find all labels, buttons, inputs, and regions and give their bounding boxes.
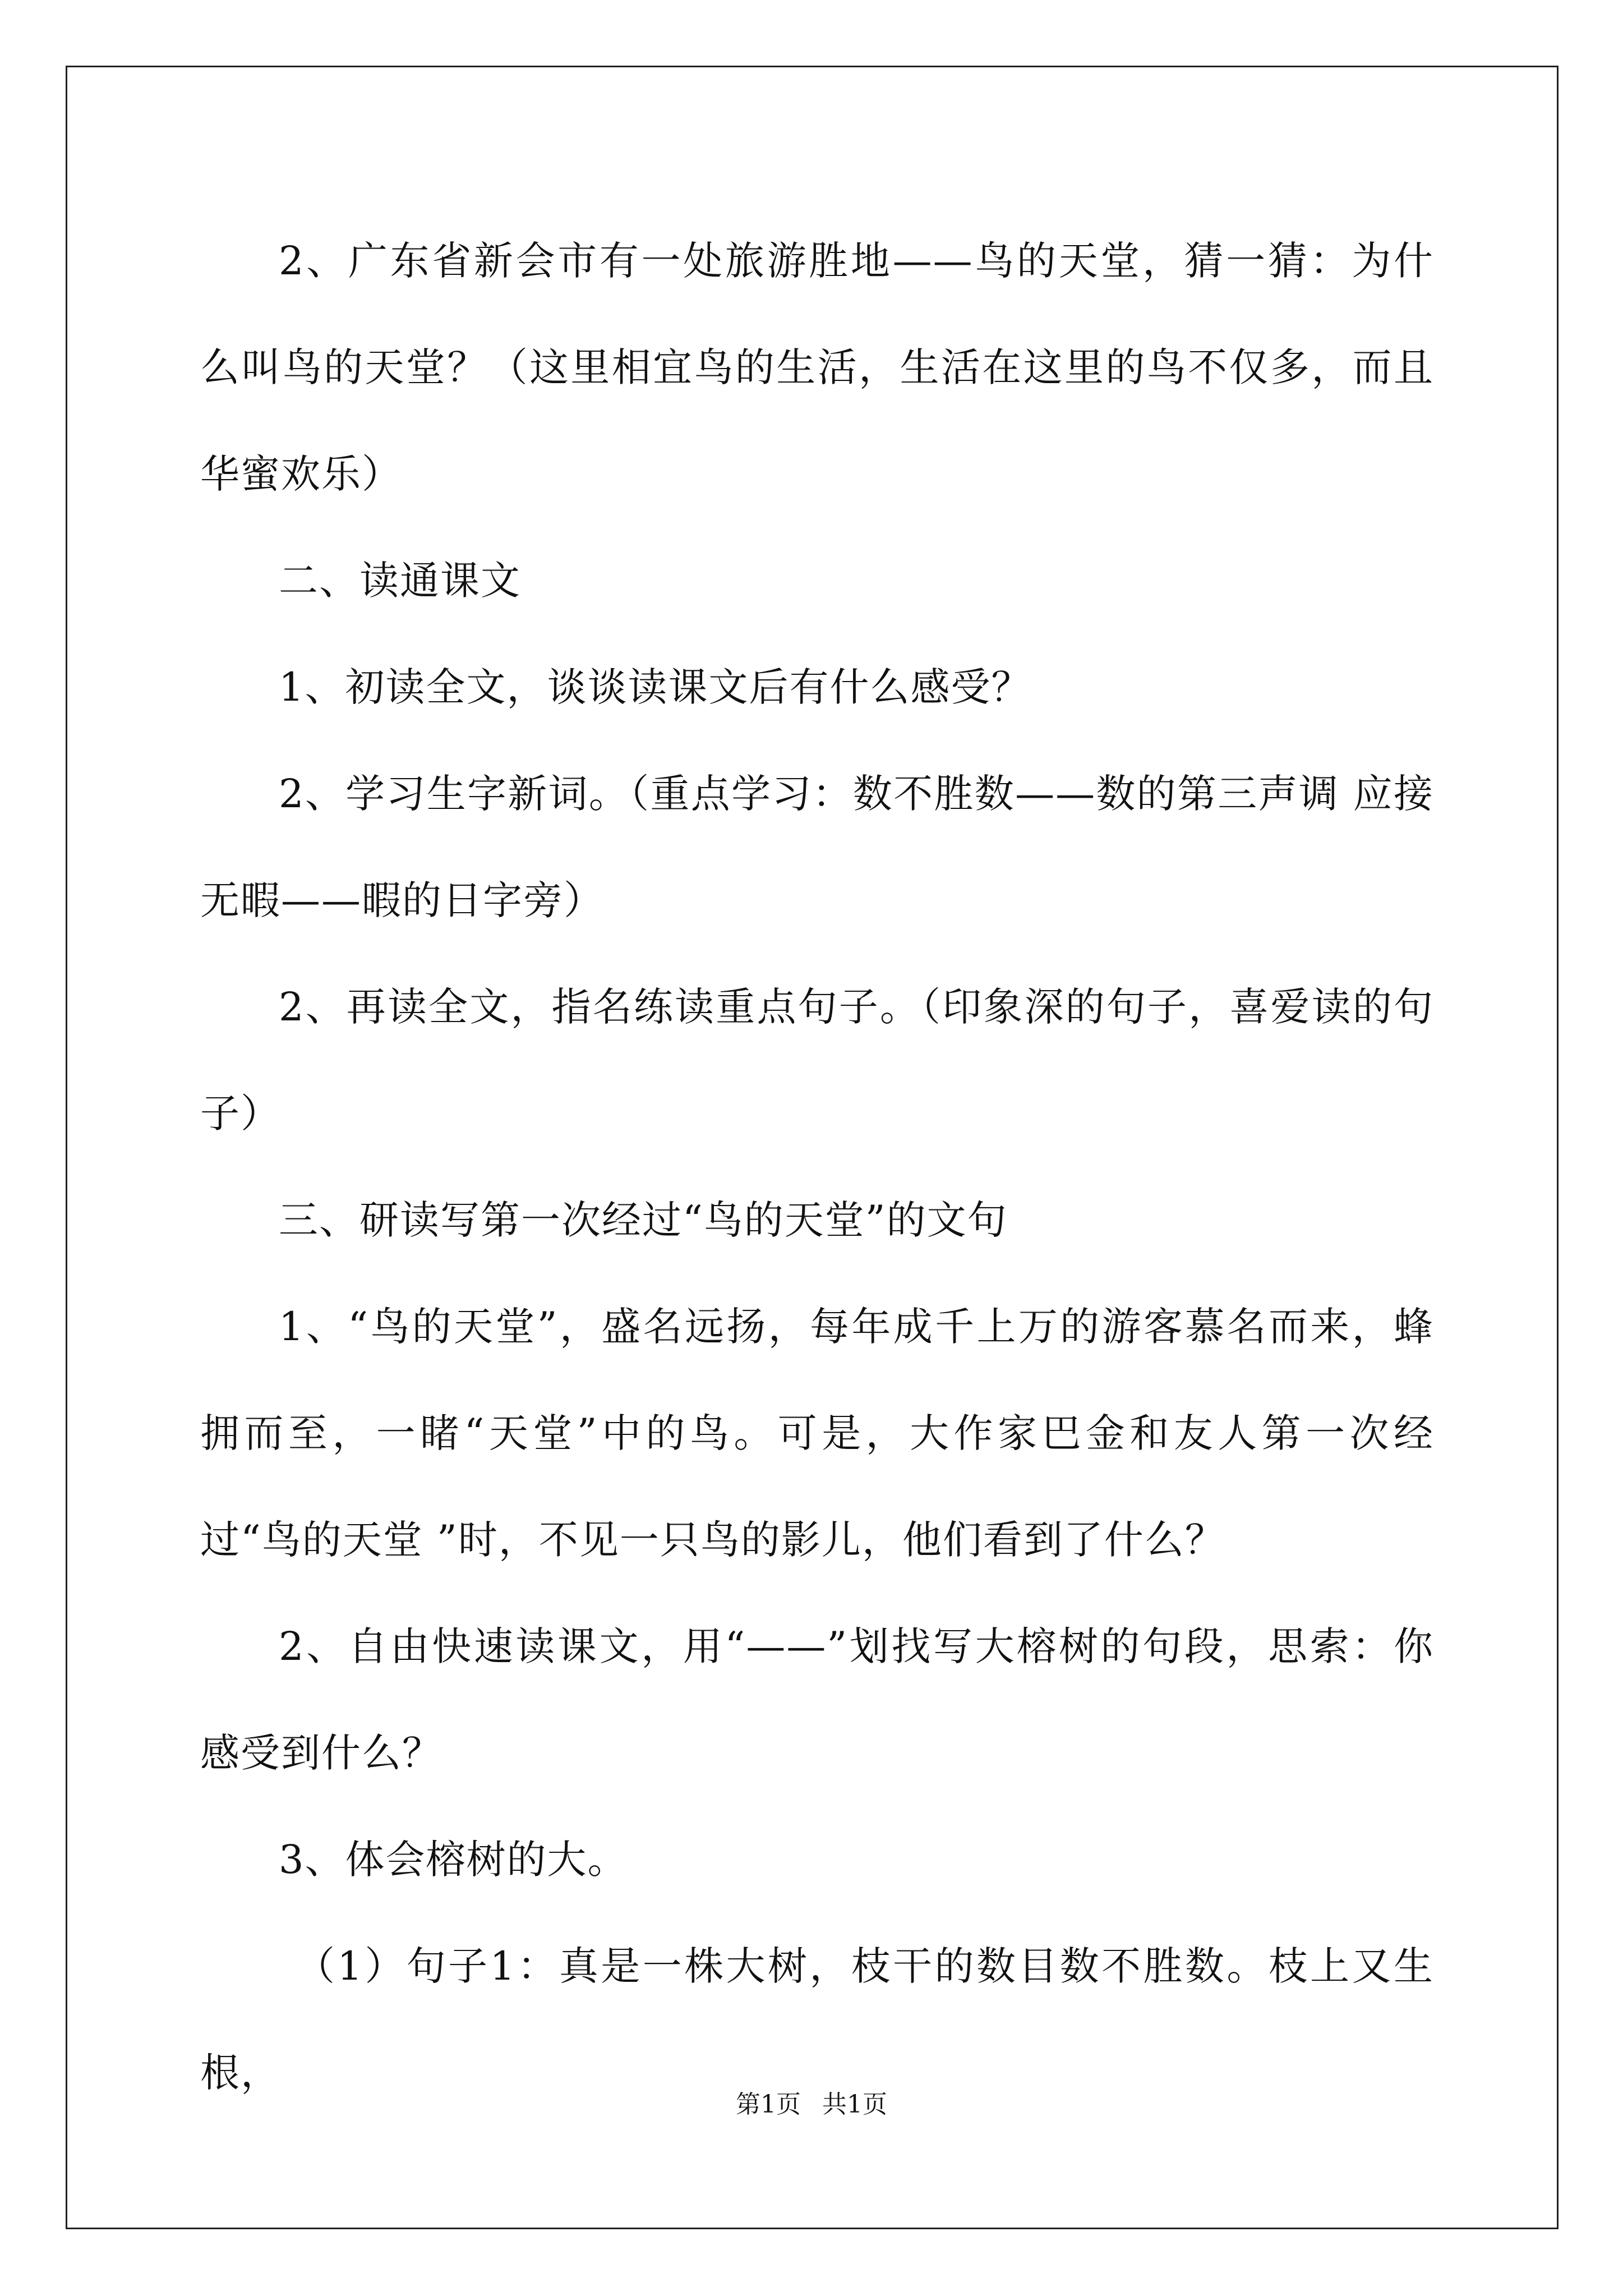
paragraph-9: 3、体会榕树的大。 bbox=[279, 1837, 628, 1883]
heading-read-through: 二、读通课文 bbox=[279, 558, 521, 604]
paragraph-10: （1）句子1：真是一株大树，枝干的数目数不胜数。枝上又生根， bbox=[200, 1943, 1434, 2096]
paragraph-1: 2、广东省新会市有一处旅游胜地——鸟的天堂，猜一猜：为什么叫鸟的天堂？（这里相宜鸟的生活，生活在这里的鸟不仅多，而且华蜜欢乐） bbox=[200, 238, 1434, 497]
paragraph-7: 1、“鸟的天堂”，盛名远扬，每年成千上万的游客慕名而来，蜂拥而至，一睹“天堂”中的鸟。可是，大作家巴金和友人第一次经过“鸟的天堂 ”时，不见一只鸟的影儿，他们看到了什么？ bbox=[200, 1304, 1434, 1563]
paragraph-5: 2、再读全文，指名练读重点句子。（印象深的句子，喜爱读的句子） bbox=[200, 984, 1434, 1137]
heading-study-first-visit: 三、研读写第一次经过“鸟的天堂”的文句 bbox=[279, 1197, 1008, 1243]
paragraph-8: 2、自由快速读课文，用“——”划找写大榕树的句段，思索：你感受到什么？ bbox=[200, 1623, 1434, 1776]
document-body bbox=[200, 208, 1434, 2126]
page-total: 共1页 bbox=[822, 2090, 887, 2119]
page-number: 第1页 bbox=[736, 2090, 801, 2119]
paragraph-4: 2、学习生字新词。（重点学习：数不胜数——数的第三声调 应接无暇——暇的日字旁） bbox=[200, 771, 1434, 923]
paragraph-3: 1、初读全文，谈谈读课文后有什么感受？ bbox=[279, 664, 1032, 710]
page-footer bbox=[0, 2084, 1623, 2120]
